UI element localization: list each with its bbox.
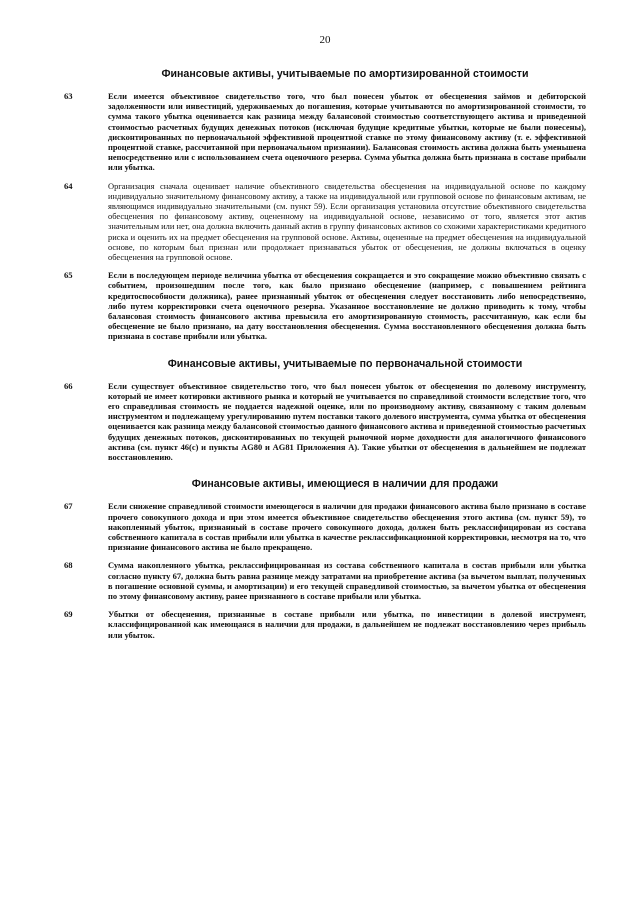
paragraph-66	[64, 381, 586, 463]
paragraph-text: Убытки от обесценения, признанные в составе прибыли или убытка, по инвестиции в долевой инструмент, классифицированной как имеющаяся в наличии для продажи, в дальнейшем не подлежат восстановлению через прибыль или убыток.	[108, 609, 586, 640]
paragraph-67	[64, 501, 586, 552]
section-title: Финансовые активы, учитываемые по первоначальной стоимости	[167, 357, 523, 370]
section-cost	[64, 358, 586, 463]
paragraph-68	[64, 560, 586, 601]
section-gap	[64, 350, 586, 358]
paragraph-text: Организация сначала оценивает наличие объективного свидетельства обесценения на индивидуальной основе по каждому индивидуально значительному финансовому активу, а также на индивидуальной или групповой основе по финансовым активам, не являющимся индивидуально значительными (см. пункт 59). Если организация установила отсутствие объективного свидетельства обесценения по финансовому активу, оцененному на индивидуальной основе, независимо от того, является этот актив значительным или нет, она должна включить данный актив в группу финансовых активов со схожими характеристиками кредитного риска и оценить их на предмет обесценения на групповой основе. Активы, оцененные на предмет обесценения на индивидуальной основе, по которым был признан или продолжает признаваться убыток от обесценения, не должны включаться в оценку обесценения на групповой основе.	[108, 180, 586, 263]
paragraph-text: Сумма накопленного убытка, реклассифицированная из состава собственного капитала в состав прибыли или убытка согласно пункту 67, должна быть равна разнице между затратами на приобретение актива (за вычетом выплат, полученных в погашение основной суммы, и амортизации) и его текущей справедливой стоимостью, за вычетом убытка от обесценения по этому финансовому активу, ранее признанного в составе прибыли или убытка.	[108, 560, 586, 601]
section-available-for-sale	[64, 478, 586, 639]
paragraph-number: 64	[64, 180, 73, 191]
section-amortized	[64, 68, 586, 342]
paragraph-65	[64, 270, 586, 341]
paragraph-number: 69	[64, 609, 73, 620]
paragraph-63	[64, 91, 586, 173]
page-number: 20	[319, 34, 331, 46]
paragraph-64	[64, 181, 586, 263]
paragraph-number: 65	[64, 270, 73, 281]
section-title: Финансовые активы, учитываемые по амортизированной стоимости	[161, 68, 529, 80]
paragraph-text: Если существует объективное свидетельство того, что был понесен убыток от обесценения по долевому инструменту, который не имеет котировки активного рынка и который не учитывается по справедливой стоимости вследствие того, что его справедливая стоимость не поддается надежной оценке, или по производному активу, связанному с таким долевым инструментом и подлежащему урегулированию путем поставки такого долевого инструмента, сумма убытка от обесценения оценивается как разница между балансовой стоимостью данного финансового актива и приведенной стоимостью расчетных будущих денежных потоков, дисконтированных по текущей рыночной норме доходности для аналогичного финансового актива (см. пункт 46(c) и пункты AG80 и AG81 Приложения А). Такие убытки от обесценения в дальнейшем не подлежат восстановлению.	[108, 380, 586, 463]
paragraph-text: Если в последующем периоде величина убытка от обесценения сокращается и это сокращение можно объективно связать с событием, произошедшим после того, как было признано обесценение (например, с повышением рейтинга кредитоспособности должника), ранее признанный убыток от обесценения следует восстановить либо непосредственно, либо путем корректировки счета оценочного резерва. Указанное восстановление не должно приводить к тому, чтобы балансовая стоимость финансового актива превысила его амортизированную стоимость, рассчитанную, как если бы обесценение не было признано, на дату восстановления обесценения. Сумма восстановленного обесценения должна быть признана в составе прибыли или убытка.	[108, 270, 586, 342]
paragraph-text: Если снижение справедливой стоимости имеющегося в наличии для продажи финансового актива было признано в составе прочего совокупного дохода и при этом имеется объективное свидетельство обесценения этого актива (см. пункт 59), то накопленный убыток, признанный в составе прочего совокупного дохода, должен быть реклассифицирован из состава собственного капитала в состав прибыли или убытка в качестве реклассификационной корректировки, несмотря на то, что признание финансового актива не было прекращено.	[108, 501, 586, 553]
paragraph-number: 66	[64, 380, 73, 391]
section-gap	[64, 470, 586, 478]
paragraph-text: Если имеется объективное свидетельство того, что был понесен убыток от обесценения займов и дебиторской задолженности или инвестиций, удерживаемых до погашения, которые учитываются по амортизированной стоимости, то сумма такого убытка оценивается как разница между балансовой стоимостью соответствующего актива и приведенной стоимостью расчетных будущих денежных потоков (исключая будущие кредитные убытки, которые не были понесены), дисконтированных по первоначальной эффективной процентной ставке по этому финансовому активу (т. е. эффективной процентной ставке, рассчитанной при первоначальном признании). Балансовая стоимость актива должна быть уменьшена непосредственно или с использованием счета оценочного резерва. Сумма убытка должна быть признана в составе прибыли или убытка.	[108, 91, 586, 173]
paragraph-number: 67	[64, 501, 73, 512]
section-title: Финансовые активы, имеющиеся в наличии для продажи	[191, 478, 499, 491]
paragraph-number: 68	[64, 560, 73, 571]
paragraph-69	[64, 609, 586, 640]
paragraph-number: 63	[64, 91, 73, 101]
